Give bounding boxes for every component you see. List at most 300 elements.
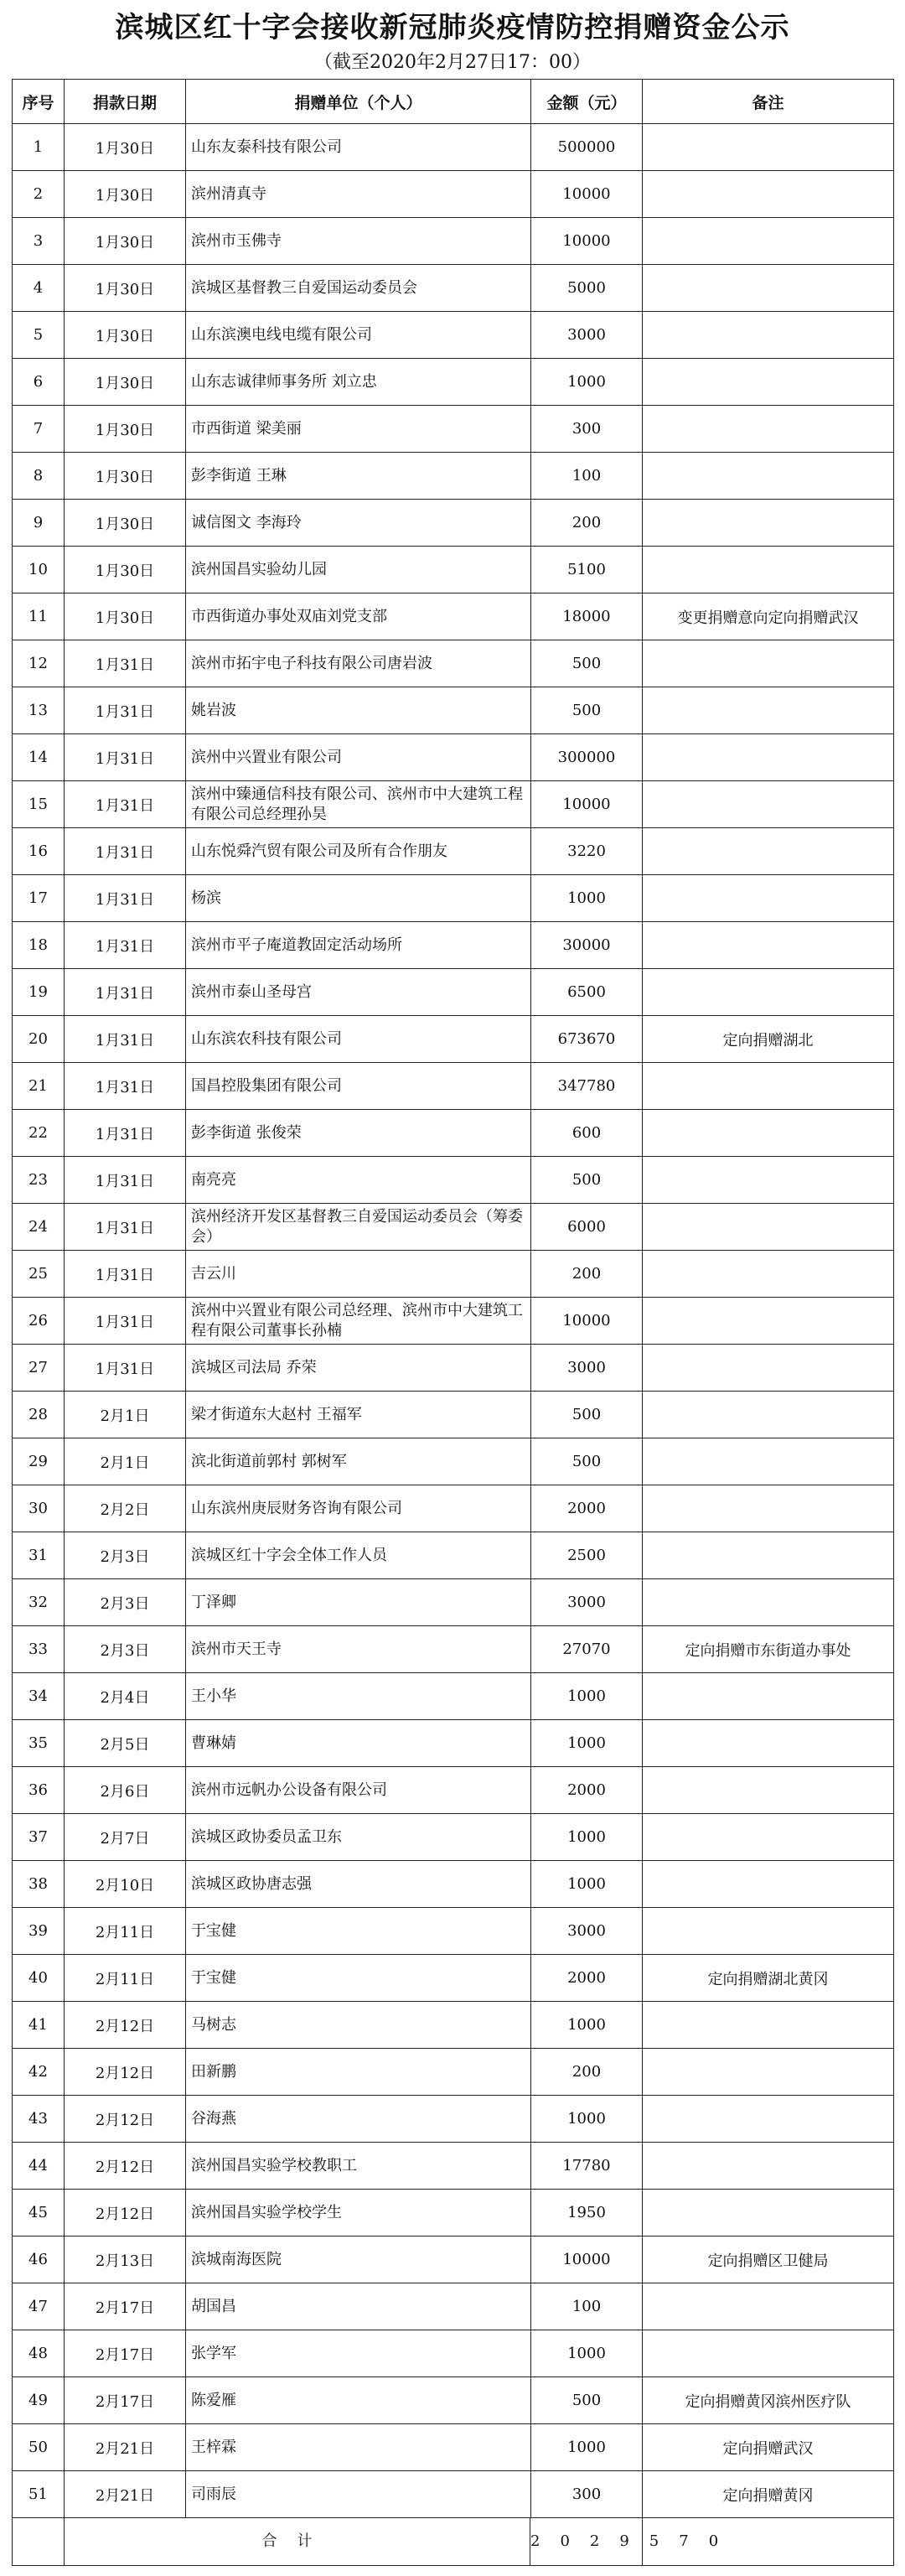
table-row	[13, 218, 894, 265]
donation-amount: 18000	[531, 593, 643, 640]
donation-note: 定向捐赠湖北黄冈	[643, 1955, 894, 2002]
donation-date: 2月1日	[65, 1438, 186, 1485]
donation-date: 1月30日	[65, 593, 186, 640]
donation-note	[643, 687, 894, 734]
donation-date: 1月31日	[65, 1204, 186, 1251]
donor-name: 滨州中臻通信科技有限公司、滨州市中大建筑工程有限公司总经理孙昊	[186, 781, 531, 828]
donation-amount: 1950	[531, 2190, 643, 2237]
donor-name: 山东友泰科技有限公司	[186, 124, 531, 171]
donor-name: 杨滨	[186, 875, 531, 922]
donation-note	[643, 500, 894, 547]
donation-amount: 1000	[531, 1814, 643, 1861]
row-number: 40	[13, 1955, 65, 2002]
donation-amount: 10000	[531, 1298, 643, 1345]
donation-note	[643, 1251, 894, 1298]
donation-amount: 500000	[531, 124, 643, 171]
row-number: 17	[13, 875, 65, 922]
donation-note	[643, 1063, 894, 1110]
table-row	[13, 875, 894, 922]
row-number: 36	[13, 1767, 65, 1814]
donation-date: 2月3日	[65, 1626, 186, 1673]
donor-name: 滨州中兴置业有限公司总经理、滨州市中大建筑工程有限公司董事长孙楠	[186, 1298, 531, 1345]
donation-amount: 500	[531, 1392, 643, 1438]
donation-date: 1月31日	[65, 1345, 186, 1392]
donor-name: 丁泽卿	[186, 1579, 531, 1626]
donation-note	[643, 2049, 894, 2096]
donor-name: 司雨辰	[186, 2471, 531, 2518]
donation-note	[643, 1438, 894, 1485]
donation-note: 变更捐赠意向定向捐赠武汉	[643, 593, 894, 640]
row-number: 46	[13, 2237, 65, 2283]
donation-amount: 10000	[531, 171, 643, 218]
donation-note	[643, 2190, 894, 2237]
donation-note	[643, 1485, 894, 1532]
donation-date: 2月17日	[65, 2283, 186, 2330]
total-label-area	[65, 2518, 739, 2566]
row-number: 3	[13, 218, 65, 265]
donation-amount: 100	[531, 453, 643, 500]
table-row	[13, 1157, 894, 1204]
table-row	[13, 1063, 894, 1110]
donation-note	[643, 2002, 894, 2049]
row-number: 45	[13, 2190, 65, 2237]
donor-name: 姚岩波	[186, 687, 531, 734]
row-number: 38	[13, 1861, 65, 1908]
donor-name: 滨州市天王寺	[186, 1626, 531, 1673]
donation-amount: 500	[531, 2377, 643, 2424]
table-row	[13, 359, 894, 406]
donation-date: 1月31日	[65, 1251, 186, 1298]
row-number: 5	[13, 312, 65, 359]
donation-date: 1月30日	[65, 406, 186, 453]
donation-note	[643, 875, 894, 922]
donation-amount: 1000	[531, 2330, 643, 2377]
table-row	[13, 547, 894, 593]
total-label: 合计	[261, 2532, 333, 2550]
donation-amount: 200	[531, 1251, 643, 1298]
donation-date: 1月31日	[65, 1016, 186, 1063]
donation-note	[643, 218, 894, 265]
donation-date: 2月17日	[65, 2330, 186, 2377]
table-row	[13, 1814, 894, 1861]
donation-date: 2月5日	[65, 1720, 186, 1767]
row-number: 7	[13, 406, 65, 453]
donation-amount: 500	[531, 1438, 643, 1485]
table-row	[13, 2330, 894, 2377]
donation-date: 2月7日	[65, 1814, 186, 1861]
donor-name: 山东志诚律师事务所 刘立忠	[186, 359, 531, 406]
column-header-no: 序号	[13, 80, 65, 124]
donation-amount: 200	[531, 2049, 643, 2096]
row-number: 6	[13, 359, 65, 406]
donation-table	[12, 79, 894, 2566]
donation-note: 定向捐赠湖北	[643, 1016, 894, 1063]
donation-note	[643, 359, 894, 406]
donation-date: 1月31日	[65, 781, 186, 828]
donor-name: 山东悦舜汽贸有限公司及所有合作朋友	[186, 828, 531, 875]
donor-name: 王小华	[186, 1673, 531, 1720]
donation-date: 1月31日	[65, 1110, 186, 1157]
donor-name: 滨州国昌实验学校教职工	[186, 2143, 531, 2190]
table-row	[13, 1955, 894, 2002]
row-number: 12	[13, 640, 65, 687]
table-row	[13, 2049, 894, 2096]
donation-date: 1月31日	[65, 1298, 186, 1345]
donation-note	[643, 969, 894, 1016]
row-number: 14	[13, 734, 65, 781]
donation-note: 定向捐赠市东街道办事处	[643, 1626, 894, 1673]
row-number: 18	[13, 922, 65, 969]
donation-amount: 2500	[531, 1532, 643, 1579]
donor-name: 彭李街道 王琳	[186, 453, 531, 500]
donation-amount: 3000	[531, 1345, 643, 1392]
donation-date: 2月12日	[65, 2049, 186, 2096]
donation-amount: 27070	[531, 1626, 643, 1673]
donation-amount: 2000	[531, 1485, 643, 1532]
row-number: 22	[13, 1110, 65, 1157]
donation-note	[643, 1345, 894, 1392]
donation-amount: 1000	[531, 2002, 643, 2049]
donation-date: 2月3日	[65, 1579, 186, 1626]
donor-name: 马树志	[186, 2002, 531, 2049]
row-number: 41	[13, 2002, 65, 2049]
table-row	[13, 734, 894, 781]
total-blank-cell	[13, 2518, 65, 2566]
donation-amount: 2000	[531, 1955, 643, 2002]
page-subtitle: （截至2020年2月27日17：00）	[314, 52, 591, 73]
donation-date: 1月31日	[65, 640, 186, 687]
donation-date: 1月31日	[65, 687, 186, 734]
donation-note	[643, 1908, 894, 1955]
row-number: 23	[13, 1157, 65, 1204]
donation-amount: 30000	[531, 922, 643, 969]
donor-name: 山东滨澳电线电缆有限公司	[186, 312, 531, 359]
table-row	[13, 1861, 894, 1908]
donation-note: 定向捐赠黄冈滨州医疗队	[643, 2377, 894, 2424]
donation-note	[643, 828, 894, 875]
donation-amount: 6500	[531, 969, 643, 1016]
row-number: 21	[13, 1063, 65, 1110]
donation-amount: 17780	[531, 2143, 643, 2190]
donation-date: 2月6日	[65, 1767, 186, 1814]
donation-amount: 500	[531, 1157, 643, 1204]
table-row	[13, 1908, 894, 1955]
table-row	[13, 2377, 894, 2424]
donation-amount: 10000	[531, 781, 643, 828]
donation-amount: 3000	[531, 312, 643, 359]
donation-amount: 3000	[531, 1908, 643, 1955]
table-row	[13, 406, 894, 453]
table-row	[13, 2002, 894, 2049]
row-number: 39	[13, 1908, 65, 1955]
donation-note: 定向捐赠黄冈	[643, 2471, 894, 2518]
donation-amount: 347780	[531, 1063, 643, 1110]
donor-name: 滨州中兴置业有限公司	[186, 734, 531, 781]
donation-note	[643, 922, 894, 969]
row-number: 19	[13, 969, 65, 1016]
donation-date: 2月13日	[65, 2237, 186, 2283]
row-number: 48	[13, 2330, 65, 2377]
table-row	[13, 969, 894, 1016]
donation-amount: 1000	[531, 1720, 643, 1767]
donation-note	[643, 2143, 894, 2190]
donation-date: 1月31日	[65, 1157, 186, 1204]
table-row	[13, 2143, 894, 2190]
total-row	[13, 2518, 894, 2566]
donation-amount: 500	[531, 687, 643, 734]
donor-name: 滨城区基督教三自爱国运动委员会	[186, 265, 531, 312]
table-row	[13, 1345, 894, 1392]
donation-date: 1月31日	[65, 969, 186, 1016]
table-row	[13, 1626, 894, 1673]
donor-name: 滨州市泰山圣母宫	[186, 969, 531, 1016]
donor-name: 滨州国昌实验幼儿园	[186, 547, 531, 593]
donation-note	[643, 1861, 894, 1908]
table-row	[13, 453, 894, 500]
table-row	[13, 2283, 894, 2330]
donation-date: 1月30日	[65, 453, 186, 500]
donor-name: 滨州市拓宇电子科技有限公司唐岩波	[186, 640, 531, 687]
donation-amount: 600	[531, 1110, 643, 1157]
row-number: 16	[13, 828, 65, 875]
donation-date: 1月31日	[65, 828, 186, 875]
donation-amount: 10000	[531, 218, 643, 265]
row-number: 34	[13, 1673, 65, 1720]
row-number: 27	[13, 1345, 65, 1392]
donor-name: 国昌控股集团有限公司	[186, 1063, 531, 1110]
donation-amount: 3000	[531, 1579, 643, 1626]
table-row	[13, 124, 894, 171]
column-header-date: 捐款日期	[65, 80, 186, 124]
donation-note	[643, 1204, 894, 1251]
table-row	[13, 2424, 894, 2471]
donation-note	[643, 781, 894, 828]
table-row	[13, 687, 894, 734]
row-number: 8	[13, 453, 65, 500]
donor-name: 滨城南海医院	[186, 2237, 531, 2283]
row-number: 49	[13, 2377, 65, 2424]
donation-date: 1月30日	[65, 500, 186, 547]
donation-amount: 1000	[531, 875, 643, 922]
donation-note	[643, 1110, 894, 1157]
donation-note	[643, 124, 894, 171]
donation-amount: 5100	[531, 547, 643, 593]
table-row	[13, 171, 894, 218]
table-row	[13, 1298, 894, 1345]
table-row	[13, 1016, 894, 1063]
table-row	[13, 1579, 894, 1626]
page-title: 滨城区红十字会接收新冠肺炎疫情防控捐赠资金公示	[115, 11, 790, 44]
row-number: 9	[13, 500, 65, 547]
donation-note	[643, 265, 894, 312]
donation-date: 2月17日	[65, 2377, 186, 2424]
donation-amount: 200	[531, 500, 643, 547]
donor-name: 山东滨农科技有限公司	[186, 1016, 531, 1063]
donation-note	[643, 2096, 894, 2143]
donation-note	[643, 312, 894, 359]
donor-name: 胡国昌	[186, 2283, 531, 2330]
donation-date: 1月31日	[65, 1063, 186, 1110]
donation-date: 2月21日	[65, 2424, 186, 2471]
row-number: 37	[13, 1814, 65, 1861]
donation-amount: 6000	[531, 1204, 643, 1251]
donation-note	[643, 734, 894, 781]
donation-date: 2月21日	[65, 2471, 186, 2518]
table-row	[13, 1532, 894, 1579]
donation-date: 2月11日	[65, 1955, 186, 2002]
column-header-donor: 捐赠单位（个人）	[186, 80, 531, 124]
donation-amount: 5000	[531, 265, 643, 312]
donation-date: 2月4日	[65, 1673, 186, 1720]
row-number: 10	[13, 547, 65, 593]
donation-note	[643, 1157, 894, 1204]
donation-note	[643, 171, 894, 218]
donation-note: 定向捐赠武汉	[643, 2424, 894, 2471]
donation-date: 2月11日	[65, 1908, 186, 1955]
row-number: 24	[13, 1204, 65, 1251]
donor-name: 滨州经济开发区基督教三自爱国运动委员会（筹委会）	[186, 1204, 531, 1251]
row-number: 29	[13, 1438, 65, 1485]
donor-name: 山东滨州庚辰财务咨询有限公司	[186, 1485, 531, 1532]
donor-name: 诚信图文 李海玲	[186, 500, 531, 547]
donation-amount: 500	[531, 640, 643, 687]
table-row	[13, 1673, 894, 1720]
table-row	[13, 2190, 894, 2237]
table-body	[13, 124, 894, 2518]
row-number: 25	[13, 1251, 65, 1298]
table-header-row	[13, 80, 894, 124]
donation-note	[643, 1532, 894, 1579]
donor-name: 市西街道 梁美丽	[186, 406, 531, 453]
row-number: 15	[13, 781, 65, 828]
donation-date: 2月10日	[65, 1861, 186, 1908]
table-row	[13, 640, 894, 687]
row-number: 33	[13, 1626, 65, 1673]
table-row	[13, 922, 894, 969]
donation-date: 1月31日	[65, 734, 186, 781]
donation-amount: 1000	[531, 2424, 643, 2471]
donation-date: 1月30日	[65, 265, 186, 312]
column-header-note: 备注	[643, 80, 894, 124]
donation-amount: 300	[531, 406, 643, 453]
row-number: 11	[13, 593, 65, 640]
table-row	[13, 1720, 894, 1767]
donation-note	[643, 406, 894, 453]
donation-note	[643, 547, 894, 593]
donation-date: 2月12日	[65, 2190, 186, 2237]
donation-amount: 1000	[531, 1673, 643, 1720]
row-number: 13	[13, 687, 65, 734]
table-row	[13, 265, 894, 312]
donor-name: 市西街道办事处双庙刘党支部	[186, 593, 531, 640]
donor-name: 田新鹏	[186, 2049, 531, 2096]
table-row	[13, 1767, 894, 1814]
row-number: 43	[13, 2096, 65, 2143]
table-row	[13, 500, 894, 547]
donation-date: 1月31日	[65, 922, 186, 969]
table-row	[13, 828, 894, 875]
row-number: 1	[13, 124, 65, 171]
row-number: 35	[13, 1720, 65, 1767]
donor-name: 滨城区政协委员孟卫东	[186, 1814, 531, 1861]
donor-name: 滨州市平子庵道教固定活动场所	[186, 922, 531, 969]
row-number: 44	[13, 2143, 65, 2190]
table-row	[13, 1251, 894, 1298]
donor-name: 张学军	[186, 2330, 531, 2377]
donation-date: 1月30日	[65, 218, 186, 265]
table-row	[13, 2471, 894, 2518]
donation-date: 2月2日	[65, 1485, 186, 1532]
donation-note	[643, 1814, 894, 1861]
donor-name: 南亮亮	[186, 1157, 531, 1204]
row-number: 2	[13, 171, 65, 218]
donation-date: 1月30日	[65, 312, 186, 359]
table-row	[13, 2096, 894, 2143]
donation-amount: 1000	[531, 2096, 643, 2143]
donor-name: 滨城区政协唐志强	[186, 1861, 531, 1908]
row-number: 50	[13, 2424, 65, 2471]
donor-name: 滨州清真寺	[186, 171, 531, 218]
table-row	[13, 2237, 894, 2283]
row-number: 47	[13, 2283, 65, 2330]
donation-amount: 300000	[531, 734, 643, 781]
table-row	[13, 593, 894, 640]
donation-note	[643, 1720, 894, 1767]
donation-amount: 300	[531, 2471, 643, 2518]
table-row	[13, 312, 894, 359]
table-row	[13, 1204, 894, 1251]
donation-amount: 3220	[531, 828, 643, 875]
donor-name: 彭李街道 张俊荣	[186, 1110, 531, 1157]
row-number: 31	[13, 1532, 65, 1579]
donor-name: 王梓霖	[186, 2424, 531, 2471]
table-row	[13, 1110, 894, 1157]
donation-note	[643, 640, 894, 687]
donor-name: 滨城区司法局 乔荣	[186, 1345, 531, 1392]
row-number: 42	[13, 2049, 65, 2096]
donor-name: 于宝健	[186, 1908, 531, 1955]
donation-amount: 1000	[531, 1861, 643, 1908]
donation-note	[643, 1767, 894, 1814]
table-row	[13, 1392, 894, 1438]
donation-amount: 10000	[531, 2237, 643, 2283]
column-header-amount: 金额（元）	[531, 80, 643, 124]
donation-date: 1月30日	[65, 171, 186, 218]
donation-amount: 673670	[531, 1016, 643, 1063]
donor-name: 吉云川	[186, 1251, 531, 1298]
donor-name: 谷海燕	[186, 2096, 531, 2143]
donation-note	[643, 1392, 894, 1438]
table-row	[13, 1438, 894, 1485]
donation-note	[643, 1298, 894, 1345]
donor-name: 陈爱雁	[186, 2377, 531, 2424]
donation-date: 2月12日	[65, 2096, 186, 2143]
donation-note	[643, 2330, 894, 2377]
donor-name: 滨州市玉佛寺	[186, 218, 531, 265]
donation-date: 1月30日	[65, 359, 186, 406]
donation-date: 2月12日	[65, 2143, 186, 2190]
donation-date: 2月12日	[65, 2002, 186, 2049]
donation-date: 1月30日	[65, 547, 186, 593]
donation-amount: 100	[531, 2283, 643, 2330]
row-number: 28	[13, 1392, 65, 1438]
donation-date: 2月1日	[65, 1392, 186, 1438]
total-amount: 2029570	[530, 2518, 642, 2565]
row-number: 32	[13, 1579, 65, 1626]
row-number: 20	[13, 1016, 65, 1063]
donation-note	[643, 2283, 894, 2330]
table-row	[13, 1485, 894, 1532]
